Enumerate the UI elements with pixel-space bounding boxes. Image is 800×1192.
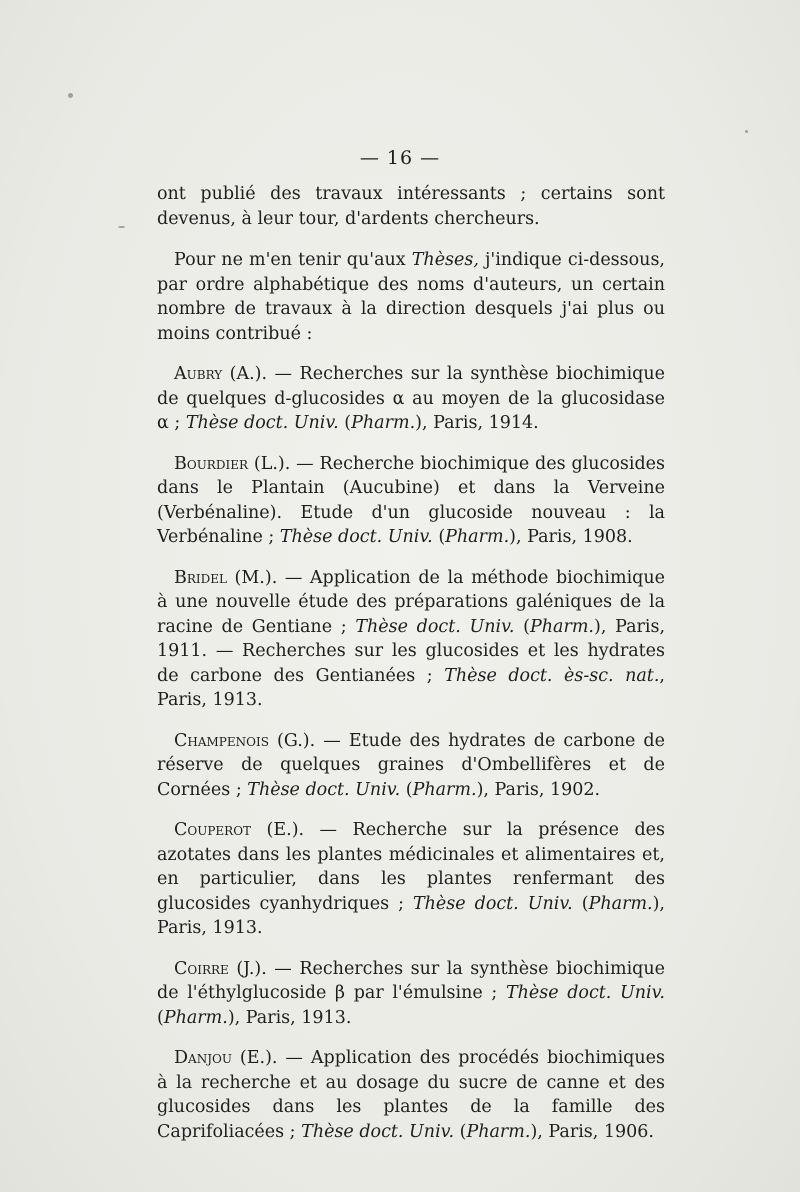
- entry-place-year-2: , Paris, 1913.: [157, 665, 665, 710]
- entry-place-year: ), Paris, 1908.: [509, 527, 633, 547]
- entry-paren: (: [432, 527, 446, 547]
- entry-paren: (: [338, 413, 352, 433]
- entry-paren: (: [400, 779, 413, 800]
- entry-place-year: ), Paris, 1906.: [530, 1121, 654, 1142]
- intro-text-rest: j'indique ci-dessous, par ordre alphabétique des noms d'auteurs, un certain nombre de travaux à la direction desquels j'ai plus ou moins contribué :: [157, 250, 665, 344]
- entry-school: Pharm.: [163, 1007, 228, 1028]
- entry-initial: (M.).: [227, 567, 278, 588]
- entry-publication: Thèse doct. Univ.: [412, 893, 573, 914]
- entry-school: Pharm.: [529, 616, 594, 637]
- entry-author: Champenois: [174, 730, 269, 751]
- entry-initial: (A.).: [222, 364, 268, 384]
- intro-paragraph: [157, 248, 665, 346]
- entry-author: Bridel: [174, 567, 227, 588]
- bibliography-entry-bridel: [157, 566, 665, 713]
- entry-title: — Application de la méthode biochimique à une nouvelle étude des préparations galéniques de la racine de Gentiane ;: [157, 567, 665, 637]
- body-text: [157, 182, 665, 1160]
- entry-author: Bourdier: [174, 453, 249, 474]
- scan-speck: [118, 226, 125, 228]
- entry-school: Pharm.: [351, 413, 416, 433]
- bibliography-entry-danjou: [157, 1046, 665, 1144]
- entry-school: Pharm.: [412, 779, 477, 800]
- intro-theses: Thèses,: [411, 250, 479, 270]
- entry-initial: (G.).: [268, 730, 316, 751]
- entry-author: Aubry: [174, 364, 223, 384]
- entry-place-year: ), Paris, 1902.: [476, 779, 601, 800]
- entry-title: — Recherches sur la synthèse biochimique de l'éthylglucoside β par l'émulsine ;: [157, 958, 665, 1003]
- entry-school: Pharm.: [588, 893, 653, 914]
- entry-paren: (: [572, 893, 589, 914]
- entry-initial: (J.).: [228, 958, 267, 979]
- bibliography-entry-coirre: [157, 957, 665, 1031]
- entry-paren: (: [514, 616, 530, 637]
- page-number: — 16 —: [359, 147, 441, 169]
- entry-author: Couperot: [174, 820, 252, 840]
- entry-initial: (E.).: [231, 1048, 278, 1068]
- scan-speck: [745, 130, 748, 133]
- entry-publication: Thèse doct. Univ.: [247, 779, 401, 800]
- entry-school: Pharm.: [466, 1121, 531, 1142]
- entry-paren: (: [454, 1121, 467, 1142]
- entry-author: Coirre: [174, 958, 229, 979]
- entry-initial: (E.).: [251, 820, 305, 840]
- intro-text: Pour ne m'en tenir qu'aux: [174, 250, 412, 270]
- entry-initial: (L.).: [248, 453, 291, 474]
- entry-publication: Thèse doct. Univ.: [185, 413, 339, 433]
- entry-publication: Thèse doct. Univ.: [279, 527, 433, 547]
- entry-publication-2: Thèse doct. ès-sc. nat.: [444, 665, 660, 686]
- entry-place-year: ), Paris, 1913.: [157, 893, 665, 938]
- bibliography-entry-couperot: [157, 818, 665, 941]
- continuation-paragraph: ont publié des travaux intéressants ; certains sont devenus, à leur tour, d'ardents chercheurs.: [157, 184, 665, 229]
- bibliography-entry-bourdier: [157, 452, 665, 550]
- entry-title: — Recherche biochimique des glucosides dans le Plantain (Aucubine) et dans la Verveine (Verbénaline). Etude d'un glucoside nouveau : la Verbénaline ;: [157, 453, 665, 547]
- entry-title: — Recherches sur la synthèse biochimique de quelques d-glucosides α au moyen de la glucosidase α ;: [157, 364, 666, 433]
- bibliography-entry-aubry: [157, 362, 665, 436]
- entry-title: — Recherche sur la présence des azotates dans les plantes médicinales et alimentaires et, en particulier, dans les plantes renfermant des glucosides cyanhydriques ;: [157, 820, 665, 914]
- entry-place-year: ), Paris, 1911. — Recherches sur les glucosides et les hydrates de carbone des Gentianées ;: [157, 616, 666, 686]
- entry-place-year: ), Paris, 1913.: [227, 1007, 352, 1028]
- entry-title: — Etude des hydrates de carbone de réserve de quelques graines d'Ombellifères et de Cornées ;: [157, 730, 665, 800]
- entry-publication: Thèse doct. Univ.: [505, 983, 665, 1003]
- entry-publication: Thèse doct. Univ.: [301, 1121, 455, 1142]
- entry-paren: (: [157, 1007, 164, 1028]
- entry-publication: Thèse doct. Univ.: [355, 616, 515, 637]
- entry-title: — Application des procédés biochimiques à la recherche et au dosage du sucre de canne et des glucosides dans les plantes de la famille des Caprifoliacées ;: [157, 1048, 665, 1142]
- scan-speck: [68, 93, 73, 98]
- entry-author: Danjou: [174, 1048, 232, 1068]
- entry-school: Pharm.: [445, 527, 510, 547]
- entry-place-year: ), Paris, 1914.: [415, 413, 539, 433]
- bibliography-entry-champenois: [157, 729, 665, 803]
